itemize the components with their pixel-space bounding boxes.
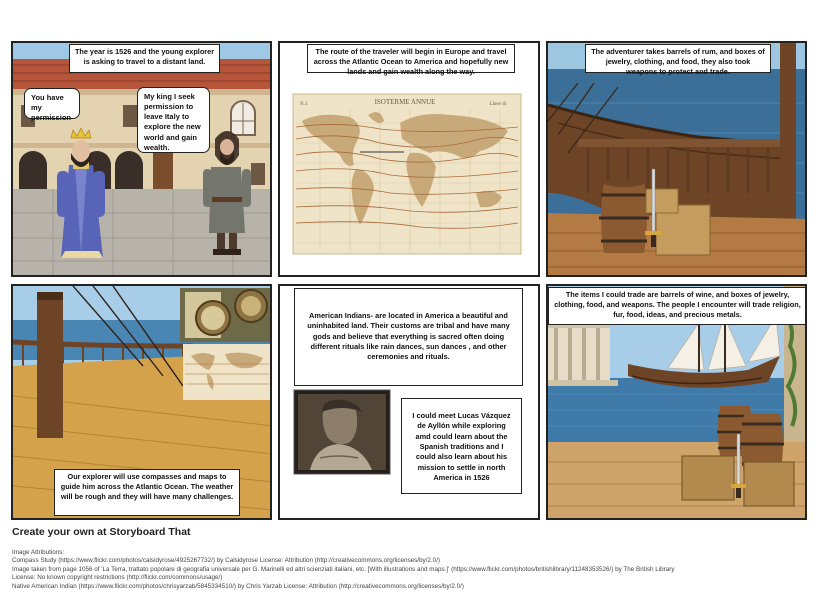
- attribution-line: Native American Indian (https://www.flickr.com/photos/chrisyarzab/5845334510/) by Chris Yarzab License: Attribution (http://creativecommons.org/licenses/by/2.0/): [12, 582, 464, 590]
- create-your-own-link[interactable]: Create your own at Storyboard That: [12, 526, 191, 538]
- world-map-photo: [183, 344, 271, 400]
- panel-1-caption: The year is 1526 and the young explorer is asking to travel to a distant land.: [69, 44, 220, 73]
- rum-barrel: [599, 179, 649, 253]
- attribution-line: Compass Study (https://www.flickr.com/photos/calsidyrose/4925267732/) by Calsidyrose License: Attribution (http://creativecommons.org/licenses/by/2.0/): [12, 557, 441, 565]
- panel-3-caption: The adventurer takes barrels of rum, and boxes of jewelry, clothing, and food, they also took weapons to protect and trade.: [585, 44, 771, 73]
- panel-2-caption: The route of the traveler will begin in Europe and travel across the Atlantic Ocean to America and hopefully new lands and gain wealth along the way.: [307, 44, 515, 73]
- panel-4-caption: Our explorer will use compasses and maps to guide him across the Atlantic Ocean. The weather will be rough and they will have many challenges.: [54, 469, 240, 516]
- map-corner-right: Linee di: [489, 102, 506, 107]
- attribution-line: Image taken from page 1056 of 'La Terra, trattato popolare di geografia universale per G. Marinelli ed altri scienziati italiani, etc. [With illustrations and maps.]' (https://www.flickr.com/photos/britishlibrary/11248353526/) by The British Library: [12, 565, 675, 573]
- image-attributions: [12, 549, 812, 591]
- panel-5: [278, 284, 540, 520]
- compass-photo: [180, 288, 270, 342]
- world-isotherm-map: [280, 43, 540, 277]
- panel-6-caption: The items I could trade are barrels of wine, and boxes of jewelry, clothing, food, and weapons. The people I encounter will trade religion, fur, food, ideas, and precious metals.: [548, 287, 807, 325]
- map-corner-left: N.1: [300, 102, 308, 107]
- panel-3: [546, 41, 807, 277]
- american-indians-text: American Indians- are located in America a beautiful and uninhabited land. Their customs are tribal and have many gods and believe that everything is sacred often doing different rituals like rain dances, sun dances , and other ceremonies and rituals.: [294, 288, 523, 386]
- panel-6: [546, 284, 807, 520]
- panel-1: [11, 41, 272, 277]
- panel-3-scene: [548, 43, 807, 277]
- king-speech-bubble: You have my permission: [24, 88, 80, 119]
- map-title: ISOTERME ANNUE: [374, 98, 436, 106]
- attribution-line: Image Attributions:: [12, 549, 65, 556]
- panel-4: [11, 284, 272, 520]
- panel-2: [278, 41, 540, 277]
- attribution-line: License: No known copyright restrictions (http://flickr.com/commons/usage/): [12, 574, 223, 582]
- lucas-vazquez-text: I could meet Lucas Vázquez de Ayllón while exploring amd could learn about the Spanish traditions and I could also learn about his mission to settle in north America in 1526: [401, 398, 522, 494]
- explorer-speech-bubble: My king I seek permission to leave Italy to explore the new world and gain wealth.: [137, 87, 210, 153]
- panel-1-scene: [13, 43, 272, 277]
